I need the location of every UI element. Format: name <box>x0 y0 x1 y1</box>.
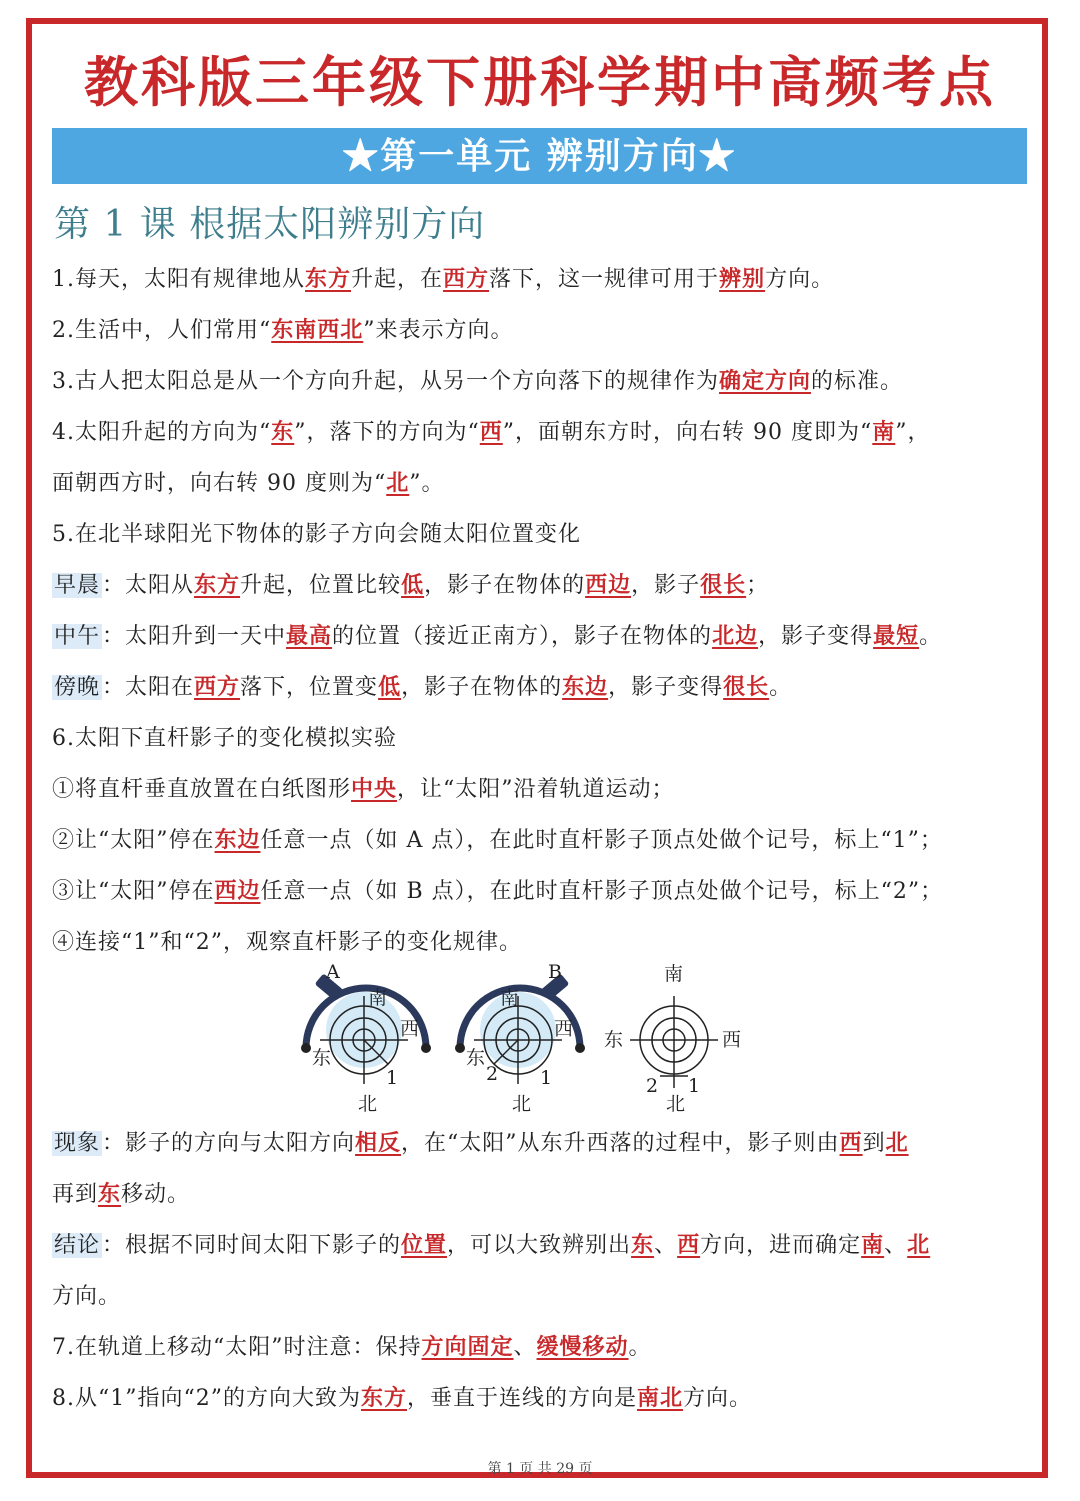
label-south: 南 <box>368 987 388 1009</box>
key-term: 东 <box>98 1181 122 1207</box>
content-line <box>52 874 943 905</box>
label-mark-1: 1 <box>386 1067 399 1089</box>
text-segment: ”，面朝东方时，向右转 90 度即为“ <box>502 420 873 445</box>
track-end <box>421 1043 431 1053</box>
section-label: 中午 <box>54 624 101 649</box>
text-segment: ，影子在物体的 <box>401 675 563 700</box>
text-segment: 8.从“1”指向“2”的方向大致为 <box>52 1386 361 1411</box>
content-line <box>52 721 397 752</box>
shadow-experiment-diagram <box>296 960 756 1120</box>
text-segment: 、 <box>884 1233 908 1258</box>
text-segment: 3.古人把太阳总是从一个方向升起，从另一个方向落下的规律作为 <box>52 369 719 394</box>
key-term: 南 <box>861 1232 885 1258</box>
text-segment: 方向。 <box>52 1284 122 1309</box>
text-segment: 2.生活中，人们常用“ <box>52 318 272 343</box>
content-line <box>52 1330 652 1361</box>
key-term: 东方 <box>305 266 352 292</box>
text-segment: 升起，位置比较 <box>240 573 402 598</box>
text-segment: 任意一点（如 B 点），在此时直杆影子顶点处做个记号，标上“2”； <box>260 879 944 904</box>
content-line <box>52 1279 121 1310</box>
figure-a <box>301 961 431 1115</box>
label-mark-1: 1 <box>540 1067 553 1089</box>
key-term: 东南西北 <box>271 317 364 343</box>
content-line <box>52 364 903 395</box>
content-line <box>52 1381 752 1412</box>
label-north: 北 <box>358 1093 378 1115</box>
lesson-heading: 第 1 课 根据太阳辨别方向 <box>54 204 486 245</box>
key-term: 很长 <box>700 572 747 598</box>
text-segment: 6.太阳下直杆影子的变化模拟实验 <box>52 726 397 751</box>
text-segment: 4.太阳升起的方向为“ <box>52 420 272 445</box>
page-footer: 第 1 页 共 29 页 <box>487 1461 593 1477</box>
key-term: 辨别 <box>719 266 766 292</box>
key-term: 东方 <box>194 572 241 598</box>
text-segment: 。 <box>628 1335 652 1360</box>
text-segment: ”。 <box>409 471 445 496</box>
text-segment: ； <box>746 573 770 598</box>
text-segment: 方向，进而确定 <box>700 1233 862 1258</box>
key-term: 东边 <box>562 674 609 700</box>
content-line <box>52 262 834 293</box>
key-term: 中央 <box>351 776 398 802</box>
text-segment: ：太阳从 <box>102 573 195 598</box>
label-west: 西 <box>400 1018 420 1040</box>
key-term: 南北 <box>637 1385 684 1411</box>
text-segment: ”来表示方向。 <box>363 318 514 343</box>
text-segment: 1.每天，太阳有规律地从 <box>52 267 305 292</box>
key-term: 西方 <box>443 266 490 292</box>
text-segment: 、 <box>513 1335 537 1360</box>
text-segment: 方向。 <box>683 1386 753 1411</box>
key-term: 低 <box>401 572 425 598</box>
text-segment: ④连接“1”和“2”，观察直杆影子的变化规律。 <box>52 930 522 955</box>
label-sun-a: A <box>326 961 340 983</box>
text-segment: 。 <box>769 675 793 700</box>
key-term: 北 <box>885 1130 909 1156</box>
figure-c <box>604 963 741 1115</box>
content-line <box>52 925 522 956</box>
track-end <box>301 1043 311 1053</box>
key-term: 缓慢移动 <box>536 1334 629 1360</box>
label-sun-b: B <box>548 961 562 983</box>
key-term: 西边 <box>214 878 261 904</box>
label-east: 东 <box>466 1047 486 1069</box>
text-segment: ”， <box>895 420 931 445</box>
label-mark-2: 2 <box>646 1075 659 1097</box>
text-segment: ，影子在物体的 <box>424 573 586 598</box>
key-term: 很长 <box>723 674 770 700</box>
section-label: 早晨 <box>54 573 101 598</box>
content-line <box>52 1228 930 1259</box>
text-segment: 方向。 <box>765 267 835 292</box>
figure-b <box>455 961 585 1115</box>
content-line <box>52 415 931 446</box>
key-term: 北 <box>907 1232 931 1258</box>
content-line <box>52 313 514 344</box>
content-line <box>52 1177 190 1208</box>
key-term: 东 <box>271 419 295 445</box>
content-line <box>52 568 769 599</box>
key-term: 西 <box>479 419 503 445</box>
text-segment: ①将直杆垂直放置在白纸图形 <box>52 777 352 802</box>
text-segment: 到 <box>862 1131 886 1156</box>
label-south: 南 <box>500 987 520 1009</box>
text-segment: ，在“太阳”从东升西落的过程中，影子则由 <box>401 1131 840 1156</box>
text-segment: ，让“太阳”沿着轨道运动； <box>397 777 675 802</box>
key-term: 东 <box>631 1232 655 1258</box>
key-term: 北边 <box>712 623 759 649</box>
page-title: 教科版三年级下册科学期中高频考点 <box>84 50 996 114</box>
content-line <box>52 466 445 497</box>
label-west: 西 <box>722 1029 742 1051</box>
content-line <box>52 619 942 650</box>
label-east: 东 <box>312 1047 332 1069</box>
text-segment: 移动。 <box>121 1182 191 1207</box>
content-line <box>52 823 943 854</box>
track-end <box>575 1043 585 1053</box>
key-term: 低 <box>378 674 402 700</box>
key-term: 位置 <box>401 1232 448 1258</box>
text-segment: ”，落下的方向为“ <box>294 420 480 445</box>
text-segment: 面朝西方时，向右转 90 度则为“ <box>52 471 387 496</box>
text-segment: ，垂直于连线的方向是 <box>407 1386 638 1411</box>
text-segment: ：太阳在 <box>102 675 195 700</box>
text-segment: 。 <box>919 624 943 649</box>
label-south: 南 <box>664 963 684 985</box>
section-label: 结论 <box>54 1233 101 1258</box>
text-segment: 升起，在 <box>351 267 444 292</box>
track-end <box>455 1043 465 1053</box>
key-term: 东方 <box>360 1385 407 1411</box>
content-line <box>52 772 675 803</box>
label-mark-2: 2 <box>486 1063 499 1085</box>
text-segment: ，影子 <box>631 573 701 598</box>
text-segment: ②让“太阳”停在 <box>52 828 215 853</box>
key-term: 东边 <box>214 827 261 853</box>
label-north: 北 <box>512 1093 532 1115</box>
text-segment: 落下，这一规律可用于 <box>489 267 720 292</box>
text-segment: 7.在轨道上移动“太阳”时注意：保持 <box>52 1335 422 1360</box>
text-segment: ，影子变得 <box>608 675 724 700</box>
text-segment: ，影子变得 <box>758 624 874 649</box>
text-segment: 、 <box>654 1233 678 1258</box>
content-line <box>52 1126 909 1157</box>
key-term: 最短 <box>873 623 920 649</box>
text-segment: ：影子的方向与太阳方向 <box>102 1131 356 1156</box>
text-segment: ③让“太阳”停在 <box>52 879 215 904</box>
key-term: 确定方向 <box>719 368 812 394</box>
content-line <box>52 670 792 701</box>
section-label: 傍晚 <box>54 675 101 700</box>
text-segment: 的标准。 <box>811 369 904 394</box>
content-line <box>52 517 581 548</box>
text-segment: ：太阳升到一天中 <box>102 624 287 649</box>
key-term: 南 <box>872 419 896 445</box>
label-east: 东 <box>604 1029 624 1051</box>
key-term: 最高 <box>286 623 333 649</box>
label-west: 西 <box>554 1018 574 1040</box>
text-segment: 的位置（接近正南方），影子在物体的 <box>332 624 713 649</box>
label-north: 北 <box>666 1093 686 1115</box>
text-segment: ：根据不同时间太阳下影子的 <box>102 1233 402 1258</box>
key-term: 西方 <box>194 674 241 700</box>
unit-banner: ★第一单元 辨别方向★ <box>52 128 1027 184</box>
section-label: 现象 <box>54 1131 101 1156</box>
label-mark-1: 1 <box>688 1075 701 1097</box>
text-segment: 再到 <box>52 1182 99 1207</box>
key-term: 西 <box>677 1232 701 1258</box>
key-term: 方向固定 <box>421 1334 514 1360</box>
key-term: 相反 <box>355 1130 402 1156</box>
text-segment: 任意一点（如 A 点），在此时直杆影子顶点处做个记号，标上“1”； <box>260 828 943 853</box>
key-term: 西边 <box>585 572 632 598</box>
key-term: 西 <box>839 1130 863 1156</box>
text-segment: ，可以大致辨别出 <box>447 1233 632 1258</box>
key-term: 北 <box>386 470 410 496</box>
text-segment: 落下，位置变 <box>240 675 379 700</box>
text-segment: 5.在北半球阳光下物体的影子方向会随太阳位置变化 <box>52 522 581 547</box>
